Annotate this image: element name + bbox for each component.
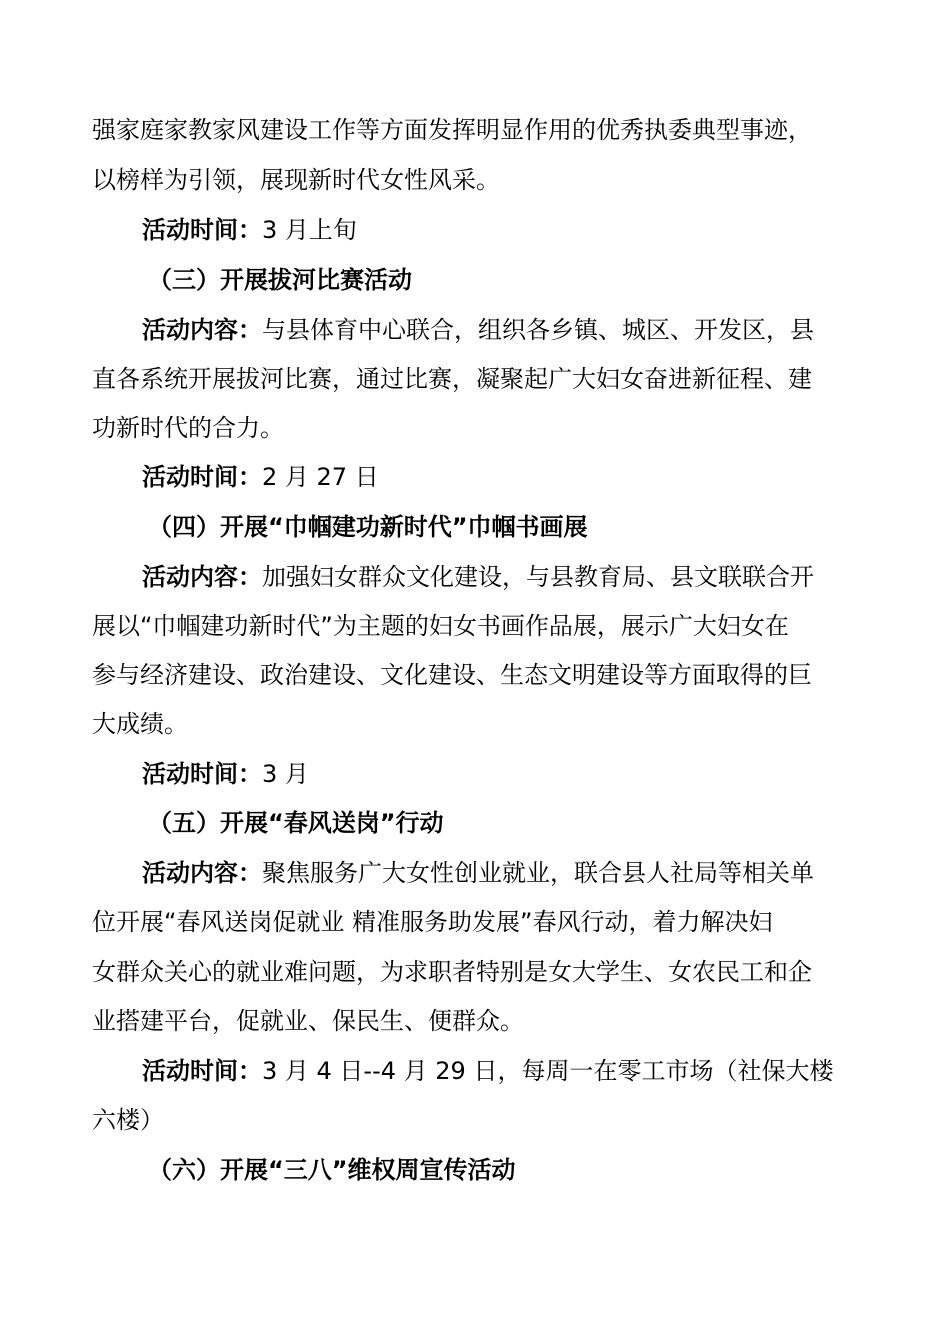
activity-time-value: 3 月 4 日--4 月 29 日，每周一在零工市场（社保大楼 [262,1057,834,1085]
activity-content-text: 聚焦服务广大女性创业就业，联合县人社局等相关单 [262,859,814,887]
activity-content-label: 活动内容： [142,563,262,591]
activity-time-label: 活动时间： [142,216,262,244]
paragraph-line: 业搭建平台，促就业、保民生、便群众。 [92,1007,524,1035]
paragraph-line: 展以“巾帼建功新时代”为主题的妇女书画作品展，展示广大妇女在 [92,612,789,640]
activity-time-value: 2 月 27 日 [262,463,379,491]
paragraph-line: 直各系统开展拔河比赛，通过比赛，凝聚起广大妇女奋进新征程、建 [92,365,812,393]
activity-content-text: 与县体育中心联合，组织各乡镇、城区、开发区，县 [262,316,814,344]
activity-time-line [142,758,309,790]
paragraph-line: 六楼） [92,1106,164,1134]
paragraph-line: 功新时代的合力。 [92,414,284,442]
activity-time-value: 3 月 [262,760,309,788]
paragraph-line: 女群众关心的就业难问题，为求职者特别是女大学生、女农民工和企 [92,958,812,986]
paragraph-line: 位开展“春风送岗促就业 精准服务助发展”春风行动，着力解决妇 [92,908,773,936]
activity-content-line [142,857,814,889]
paragraph-line: 强家庭家教家风建设工作等方面发挥明显作用的优秀执委典型事迹， [92,116,812,144]
activity-time-line [142,1055,833,1087]
paragraph-line: 以榜样为引领，展现新时代女性风采。 [92,166,500,194]
activity-content-line [142,561,814,593]
activity-content-line [142,314,814,346]
activity-content-label: 活动内容： [142,859,262,887]
section-heading: （六）开展“三八”维权周宣传活动 [148,1156,516,1184]
activity-content-text: 加强妇女群众文化建设，与县教育局、县文联联合开 [262,563,814,591]
activity-content-label: 活动内容： [142,316,262,344]
paragraph-line: 大成绩。 [92,710,188,738]
section-heading: （三）开展拔河比赛活动 [148,266,412,294]
activity-time-value: 3 月上旬 [262,216,357,244]
activity-time-line [142,214,357,246]
activity-time-label: 活动时间： [142,1057,262,1085]
activity-time-label: 活动时间： [142,760,262,788]
paragraph-line: 参与经济建设、政治建设、文化建设、生态文明建设等方面取得的巨 [92,661,812,689]
section-heading: （五）开展“春风送岗”行动 [148,809,444,837]
activity-time-label: 活动时间： [142,463,262,491]
section-heading: （四）开展“巾帼建功新时代”巾帼书画展 [148,513,588,541]
activity-time-line [142,461,379,493]
